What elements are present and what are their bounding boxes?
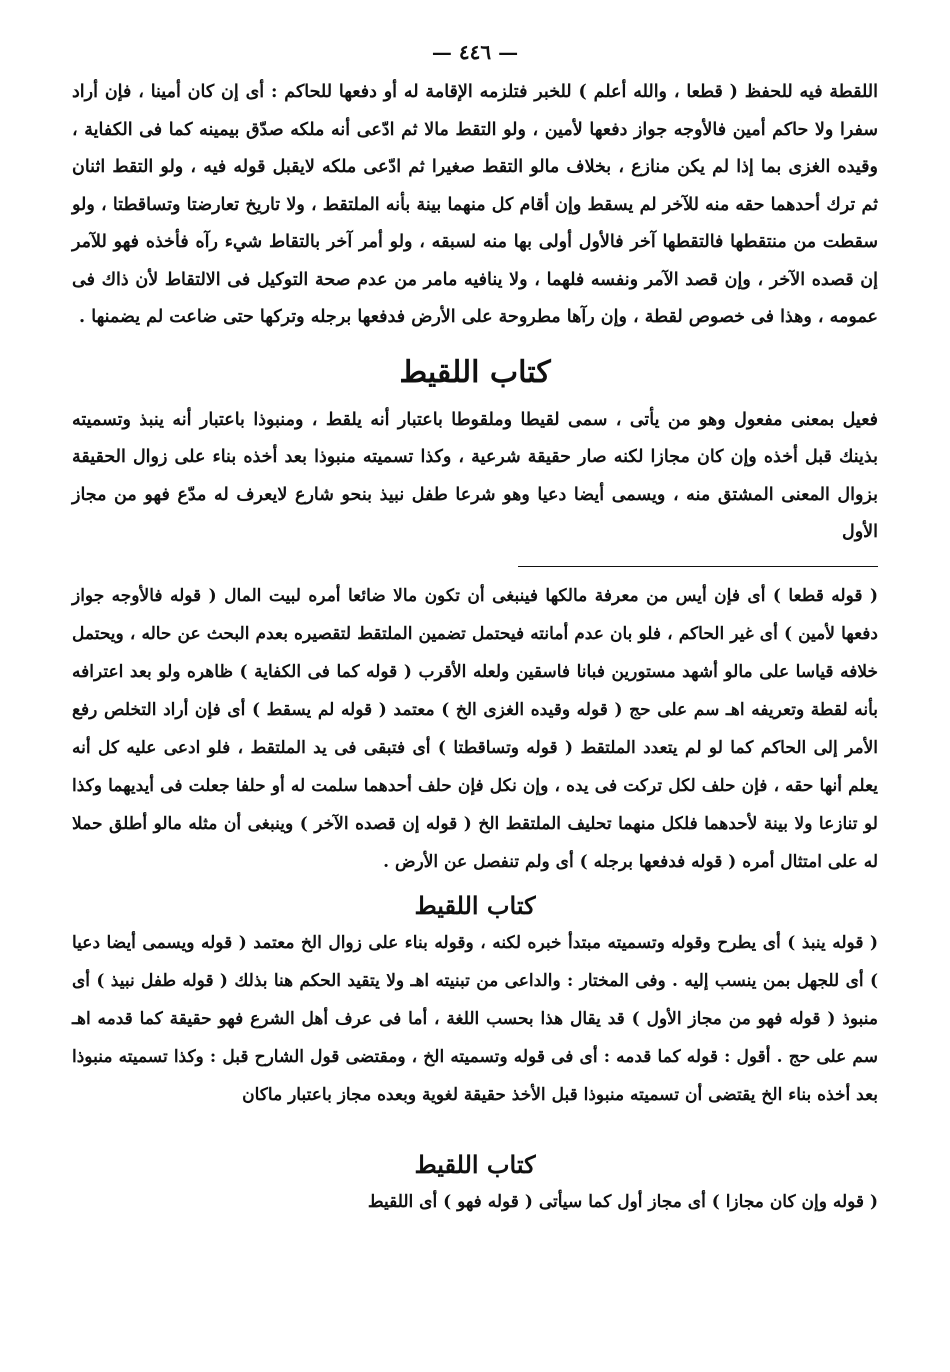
commentary-paragraph-2: ( قوله ينبذ ) أى يطرح وقوله وتسميته مبتدأ خبره لكنه ، وقوله بناء على زوال الخ معتمد ( قوله ويسمى أيضا دعيا ) أى للجهل بمن ينسب إليه . وفى المختار : والداعى من تبنيته اهـ ولا يتقيد الحكم هنا بذلك ( قوله طفل نبيذ ) أى منبوذ ( قوله فهو من مجاز الأول ) قد يقال هذا بحسب اللغة ، أما فى عرف أهل الشرع فهو حقيقة كما قدمه اهـ سم على حج . أقول : قوله كما قدمه : أى فى قوله وتسميته الخ ، ومقتضى قول الشارح قبل : وكذا تسميته منبوذا بعد أخذه بناء الخ يقتضى أن تسميته منبوذا قبل الأخذ حقيقة لغوية وبعده مجاز باعتبار ماكان [72, 932, 878, 1105]
commentary [72, 577, 878, 1221]
commentary-heading-1: كتاب اللقيط [414, 890, 536, 920]
chapter-paragraph: فعيل بمعنى مفعول وهو من يأتى ، سمى لقيطا وملقوطا باعتبار أنه يلقط ، ومنبوذا باعتبار أنه ينبذ وتسميته بذينك قبل أخذه وإن كان مجازا لكنه صار حقيقة شرعية ، وكذا تسميته منبوذا بعد أخذه بناء على زوال الحقيقة بزوال المعنى المشتق منه ، ويسمى أيضا دعيا وهو شرعا طفل نبيذ بنحو شارع لايعرف له مدّع فهو من مجاز الأول [72, 409, 878, 542]
commentary-paragraph-1: ( قوله قطعا ) أى فإن أيس من معرفة مالكها فينبغى أن تكون مالا ضائعا أمره لبيت المال ( قوله فالأوجه جواز دفعها لأمين ) أى غير الحاكم ، فلو بان عدم أمانته فيحتمل تضمين الملتقط لتقصيره بعدم البحث عن حاله ، ويحتمل خلافه قياسا على مالو أشهد مستورين فبانا فاسقين ولعله الأقرب ( قوله كما فى الكفاية ) ظاهره ولو بعد اعترافه بأنه لقطة وتعريفه اهـ سم على حج ( قوله وقيده الغزى الخ ) معتمد ( قوله لم يسقط ) أى فإن أراد التخلص رفع الأمر إلى الحاكم كما لو لم يتعدد الملتقط ( قوله وتساقطتا ) أى فتبقى فى يد الملتقط ، فلو ادعى عليه كل أنه يعلم أنها حقه ، فإن حلف لكل تركت فى يده ، وإن نكل فإن حلف أحدهما سلمت له أو حلفا جعلت فى أيديهما وكذا لو تنازعا ولا بينة لأحدهما فلكل منهما تحليف الملتقط الخ ( قوله إن قصده الآخر ) وينبغى أن مثله مالو أطلق حملا له على امتثال أمره ( قوله فدفعها برجله ) أى ولم تنفصل عن الأرض . [72, 585, 878, 872]
footnote-divider [518, 566, 878, 567]
commentary-paragraph-3: ( قوله وإن كان مجازا ) أى مجاز أول كما سيأتى ( قوله فهو ) أى اللقيط [367, 1191, 878, 1212]
chapter-title: كتاب اللقيط [399, 354, 551, 390]
section-gap [72, 1114, 878, 1140]
opening-paragraph: اللقطة فيه للحفظ ( قطعا ، والله أعلم ) للخبر فتلزمه الإقامة له أو دفعها للحاكم : أى إن كان أمينا ، فإن أراد سفرا ولا حاكم أمين فالأوجه جواز دفعها لأمين ، ولو التقط مالا ثم ادّعى أنه ملكه صدّق بيمينه كما فى الكفاية ، وقيده الغزى بما إذا لم يكن منازع ، بخلاف مالو التقط صغيرا ثم ادّعى ملكه لايقبل قوله فيه ، ولو التقط اثنان ثم ترك أحدهما حقه منه للآخر لم يسقط وإن أقام كل منهما بينة بأنه الملتقط ، ولا تاريخ تعارضتا وتساقطتا ، ولو سقطت من منتقطها فالتقطها آخر فالأول أولى بها منه لسبقه ، ولو أمر آخر بالتقاط شيء رآه فأخذه فهو للآمر إن قصده الآخر ، وإن قصد الآمر ونفسه فلهما ، ولا ينافيه مامر من عدم صحة التوكيل فى الالتقاط لأن ذاك فى عمومه ، وهذا فى خصوص لقطة ، وإن رآها مطروحة على الأرض فدفعها برجله وتركها حتى ضاعت لم يضمنها . [72, 82, 878, 327]
page-number: — ٤٤٦ — [431, 40, 519, 64]
commentary-heading-2: كتاب اللقيط [414, 1149, 536, 1179]
main-text [72, 74, 878, 552]
